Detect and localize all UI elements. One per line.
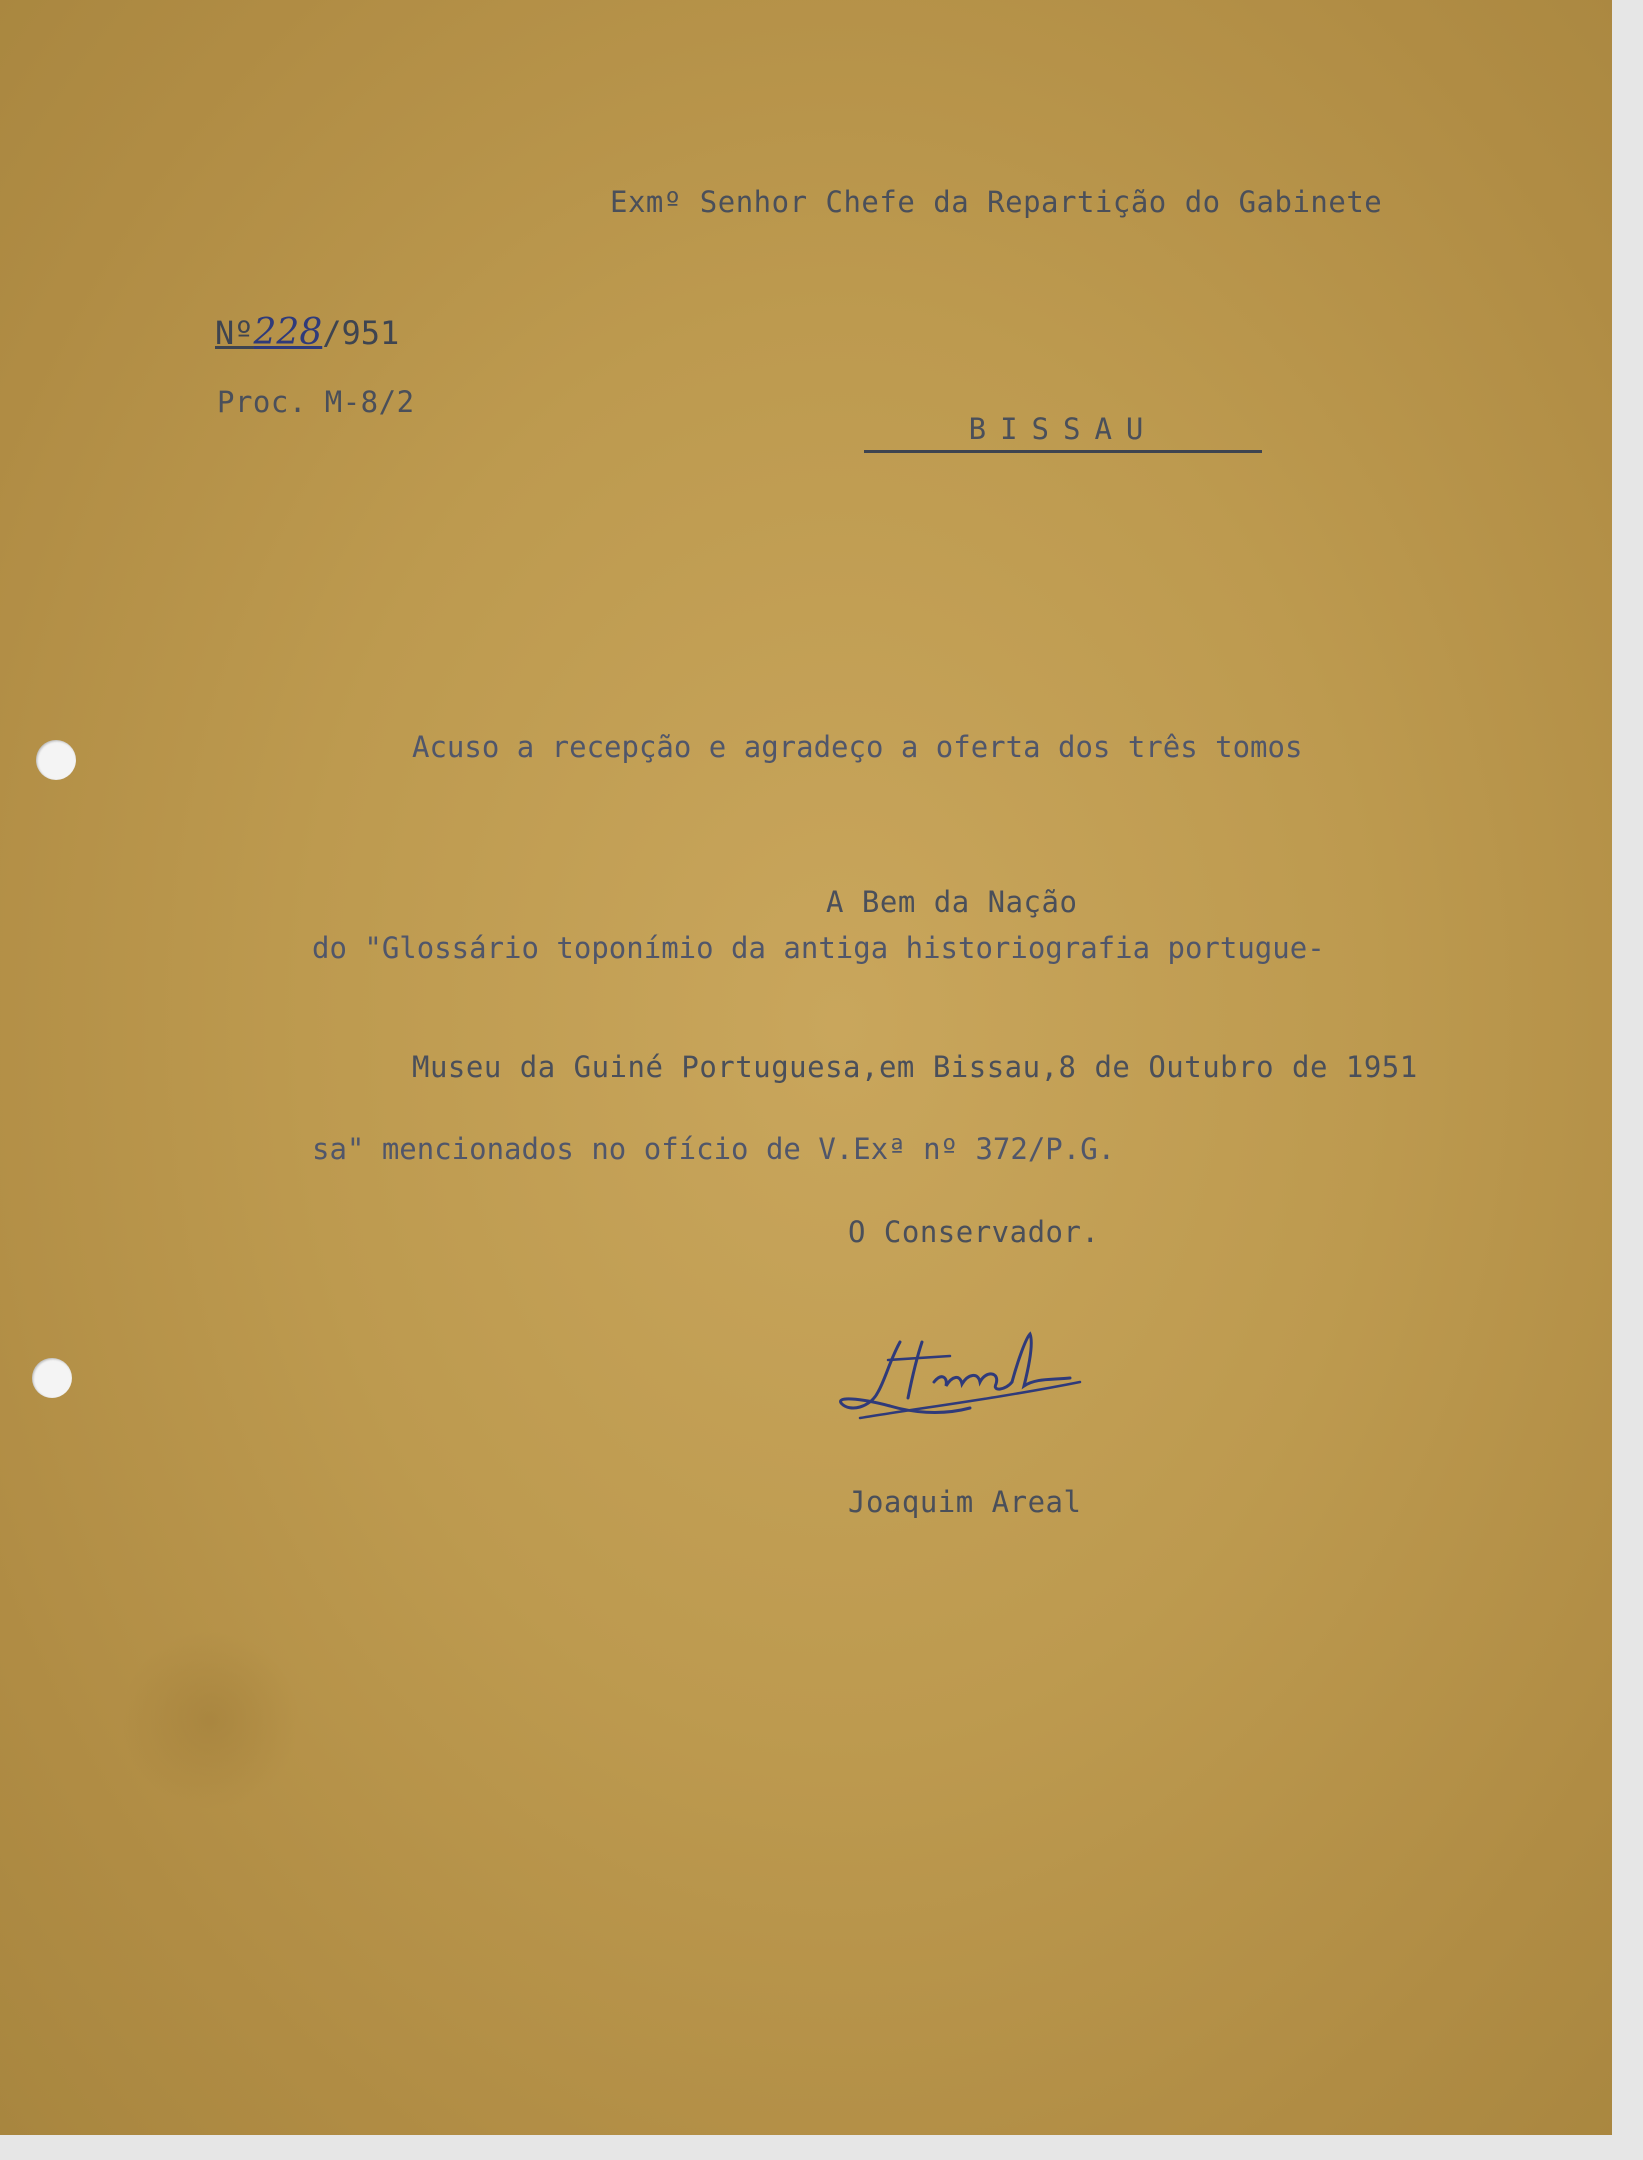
city-heading: BISSAU <box>864 412 1262 453</box>
salutation: A Bem da Nação <box>826 885 1078 919</box>
punch-hole-bottom <box>32 1358 72 1398</box>
signer-title: O Conservador. <box>848 1215 1100 1249</box>
number-suffix: /951 <box>322 314 400 352</box>
handwritten-number: 228 <box>253 312 323 353</box>
body-line-1: Acuso a recepção e agradeço a oferta dos três tomos <box>412 730 1303 764</box>
punch-hole-top <box>36 740 76 780</box>
handwritten-signature <box>830 1320 1120 1440</box>
scan-border-right <box>1612 0 1643 2160</box>
reference-number <box>215 312 399 353</box>
addressee: Exmº Senhor Chefe da Repartição do Gabinete <box>610 185 1383 219</box>
number-prefix: Nº <box>215 314 254 352</box>
body-line-2: do "Glossário toponímio da antiga historiografia portugue- <box>312 931 1325 965</box>
paper-stain <box>120 1630 300 1810</box>
process-reference: Proc. M-8/2 <box>217 385 415 419</box>
letter-body <box>312 580 1325 1317</box>
signer-name: Joaquim Areal <box>848 1485 1082 1519</box>
place-and-date: Museu da Guiné Portuguesa,em Bissau,8 de Outubro de 1951 <box>412 1050 1418 1084</box>
body-line-3: sa" mencionados no ofício de V.Exª nº 372/P.G. <box>312 1132 1116 1166</box>
scan-border-bottom <box>0 2135 1643 2160</box>
